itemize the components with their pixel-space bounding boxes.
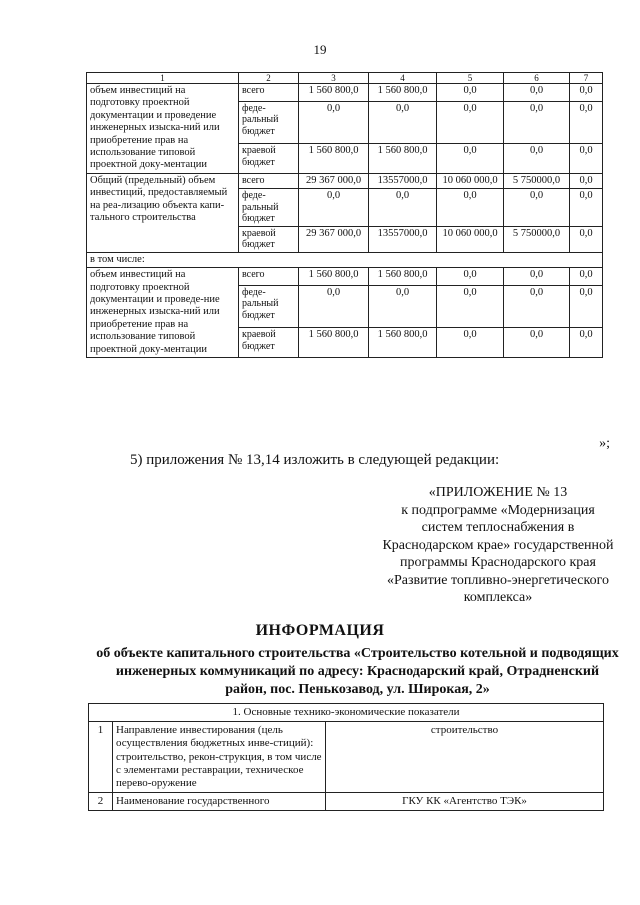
- amount-cell: 0,0: [504, 144, 570, 174]
- budget-type-cell: феде-ральный бюджет: [239, 285, 299, 328]
- amount-cell: 0,0: [570, 173, 603, 188]
- row-value: ГКУ КК «Агентство ТЭК»: [326, 793, 604, 811]
- amount-cell: 0,0: [504, 328, 570, 358]
- amount-cell: 0,0: [437, 101, 504, 144]
- column-number: 1: [87, 73, 239, 84]
- amount-cell: 5 750000,0: [504, 226, 570, 252]
- column-number: 5: [437, 73, 504, 84]
- amount-cell: 0,0: [437, 328, 504, 358]
- group-label: Общий (предельный) объем инвестиций, предоставляемый на реа-лизацию объекта капи-тального строительства: [87, 173, 239, 252]
- amount-cell: 0,0: [299, 189, 369, 227]
- amount-cell: 1 560 800,0: [369, 84, 437, 102]
- budget-type-cell: краевой бюджет: [239, 328, 299, 358]
- amount-cell: 0,0: [570, 285, 603, 328]
- amount-cell: 0,0: [504, 84, 570, 102]
- budget-type-cell: всего: [239, 84, 299, 102]
- row-label: Наименование государственного: [113, 793, 326, 811]
- column-numbers-row: [87, 73, 603, 84]
- group-label: объем инвестиций на подготовку проектной документации и проведение инженерных изыска-ний или приобретение прав на использование типовой проектной доку-ментации: [87, 84, 239, 174]
- amount-cell: 0,0: [504, 285, 570, 328]
- appendix-header: [380, 484, 616, 607]
- amount-cell: 0,0: [570, 84, 603, 102]
- column-number: 7: [570, 73, 603, 84]
- group-label: объем инвестиций на подготовку проектной документации и проведе-ние инженерных изыска-ний или приобретение прав на использование типовой проектной доку-ментации: [87, 268, 239, 358]
- amount-cell: 13557000,0: [369, 226, 437, 252]
- row-number: 1: [89, 722, 113, 793]
- amount-cell: 13557000,0: [369, 173, 437, 188]
- budget-type-cell: феде-ральный бюджет: [239, 189, 299, 227]
- page-number: 19: [313, 42, 327, 57]
- amount-cell: 0,0: [437, 84, 504, 102]
- amount-cell: 0,0: [570, 101, 603, 144]
- appendix-title: «ПРИЛОЖЕНИЕ № 13: [428, 485, 568, 500]
- info-title: ИНФОРМАЦИЯ: [255, 622, 385, 639]
- amount-cell: 0,0: [570, 144, 603, 174]
- amount-cell: 0,0: [369, 285, 437, 328]
- indicators-section-header: 1. Основные технико-экономические показатели: [89, 704, 604, 722]
- amount-cell: 10 060 000,0: [437, 173, 504, 188]
- budget-type-cell: феде-ральный бюджет: [239, 101, 299, 144]
- budget-type-cell: всего: [239, 173, 299, 188]
- amount-cell: 29 367 000,0: [299, 226, 369, 252]
- amount-cell: 1 560 800,0: [299, 268, 369, 286]
- amount-cell: 0,0: [504, 189, 570, 227]
- amount-cell: 0,0: [437, 189, 504, 227]
- row-number: 2: [89, 793, 113, 811]
- amount-cell: 1 560 800,0: [369, 144, 437, 174]
- amount-cell: 0,0: [299, 101, 369, 144]
- table-row: [87, 268, 603, 286]
- table-row: [87, 173, 603, 188]
- indicators-table: [88, 703, 604, 811]
- amount-cell: 0,0: [570, 328, 603, 358]
- amount-cell: 0,0: [570, 268, 603, 286]
- amount-cell: 0,0: [504, 268, 570, 286]
- budget-type-cell: всего: [239, 268, 299, 286]
- amount-cell: 1 560 800,0: [369, 268, 437, 286]
- info-subtitle: об объекте капитального строительства «Строительство котельной и подводящих инженерных коммуникаций по адресу: Краснодарский край, Отрадненский район, пос. Пенькозавод, ул. Широкая, 2»: [96, 646, 619, 697]
- amount-cell: 0,0: [504, 101, 570, 144]
- amount-cell: 0,0: [299, 285, 369, 328]
- appendix-subtitle: к подпрограмме «Модернизация систем теплоснабжения в Краснодарском крае» государственной программы Краснодарского края «Развитие топливно-энергетического комплекса»: [382, 502, 614, 605]
- budget-type-cell: краевой бюджет: [239, 226, 299, 252]
- column-number: 3: [299, 73, 369, 84]
- budget-type-cell: краевой бюджет: [239, 144, 299, 174]
- closing-quote-mark: »;: [599, 436, 610, 451]
- column-number: 2: [239, 73, 299, 84]
- table-row: [89, 793, 604, 811]
- amount-cell: 1 560 800,0: [299, 328, 369, 358]
- amount-cell: 29 367 000,0: [299, 173, 369, 188]
- amount-cell: 0,0: [437, 285, 504, 328]
- amount-cell: 1 560 800,0: [299, 144, 369, 174]
- row-value: строительство: [326, 722, 604, 793]
- table-row: [87, 252, 603, 267]
- column-number: 6: [504, 73, 570, 84]
- indicators-section-row: [89, 704, 604, 722]
- amount-cell: 1 560 800,0: [369, 328, 437, 358]
- amount-cell: 5 750000,0: [504, 173, 570, 188]
- amount-cell: 0,0: [570, 189, 603, 227]
- amount-cell: 0,0: [369, 101, 437, 144]
- row-label: Направление инвестирования (цель осуществления бюджетных инве-стиций): строительство, рекон-струкция, в том числе с элементами реставрации, техническое перево-оружение: [113, 722, 326, 793]
- amount-cell: 0,0: [369, 189, 437, 227]
- amount-cell: 0,0: [437, 268, 504, 286]
- item-5-text: 5) приложения № 13,14 изложить в следующей редакции:: [130, 452, 500, 468]
- amount-cell: 10 060 000,0: [437, 226, 504, 252]
- amount-cell: 0,0: [570, 226, 603, 252]
- investment-table: [86, 72, 603, 358]
- column-number: 4: [369, 73, 437, 84]
- including-label: в том числе:: [87, 252, 603, 267]
- table-row: [87, 84, 603, 102]
- table-row: [89, 722, 604, 793]
- amount-cell: 1 560 800,0: [299, 84, 369, 102]
- amount-cell: 0,0: [437, 144, 504, 174]
